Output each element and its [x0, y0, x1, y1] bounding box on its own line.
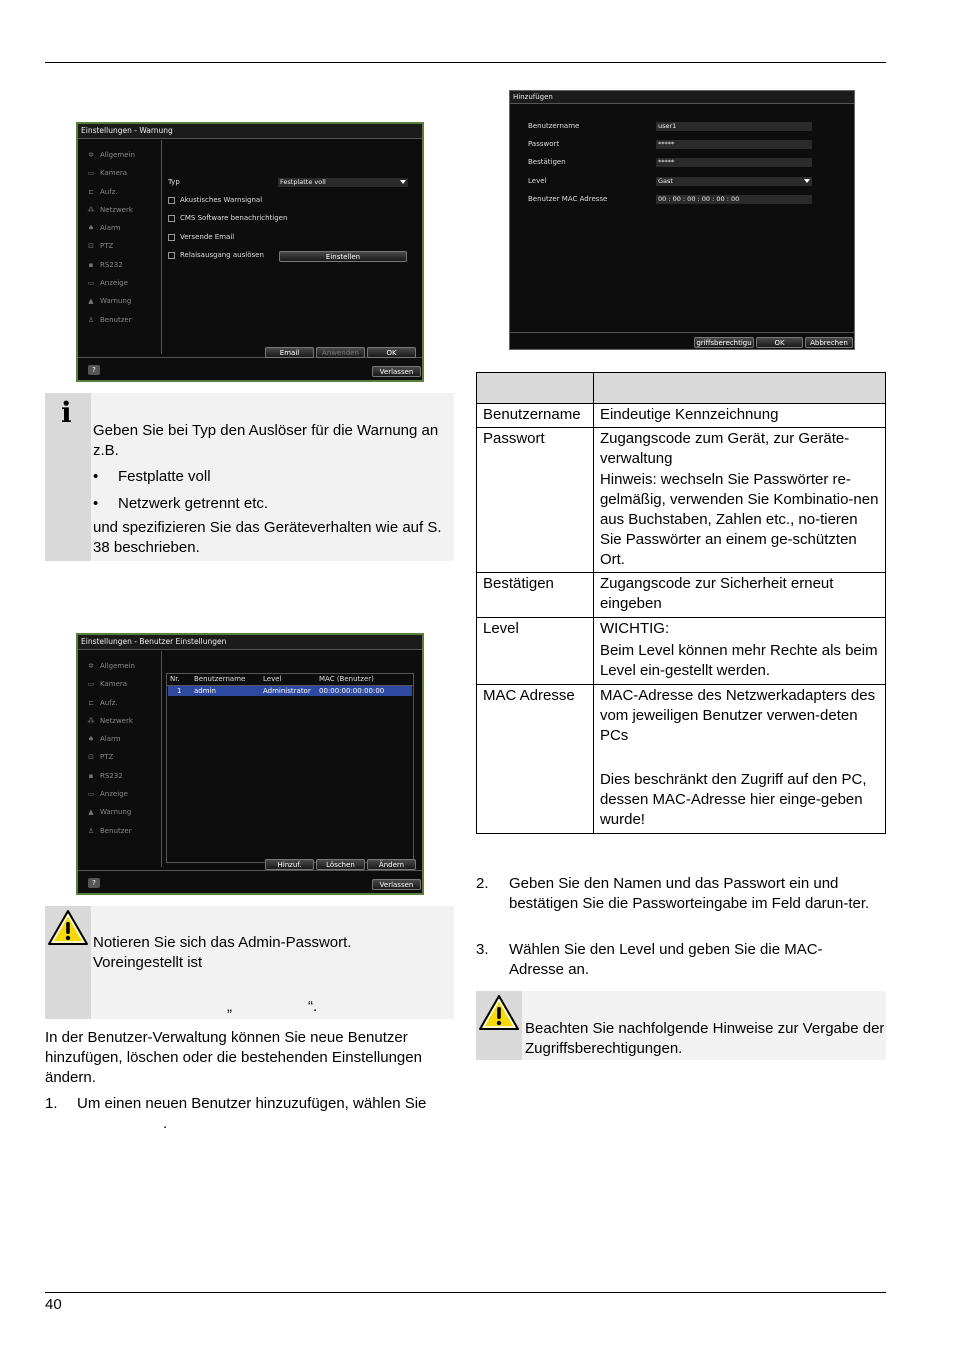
step-3-number: 3. [476, 941, 489, 958]
level-dropdown[interactable]: Gast [656, 177, 812, 186]
checkbox-cms[interactable]: CMS Software benachrichtigen [168, 214, 287, 222]
step-1-end: . [163, 1115, 168, 1132]
menu-item-aufz[interactable]: ⊏ Aufz. [86, 183, 135, 201]
menu-item-ptz[interactable]: ⊡ PTZ [86, 237, 135, 255]
menu-item-allgemein[interactable]: ✲ Allgemein [86, 657, 135, 675]
info-box-icon-column [45, 393, 91, 561]
menu-item-ptz[interactable]: ⊡ PTZ [86, 748, 135, 766]
row-nr: 1 [177, 687, 182, 695]
display-icon: ▭ [87, 790, 95, 799]
desc-cell [593, 428, 885, 573]
warning-icon: ▲ [88, 297, 94, 306]
network-icon: ⁂ [87, 716, 95, 725]
table-row [477, 573, 886, 618]
menu-item-alarm[interactable]: ♠ Alarm [86, 219, 135, 237]
aendern-button[interactable]: Ändern [367, 859, 416, 870]
user-table [166, 673, 414, 863]
warning-box-admin-text [93, 933, 451, 973]
warning-box-access-text: Beachten Sie nachfolgende Hinweise zur Vergabe der Zugriffsberechtigungen. [525, 1020, 885, 1057]
gear-icon: ✲ [88, 662, 94, 670]
menu-item-anzeige[interactable]: ▭ Anzeige [86, 274, 135, 292]
field-label-mac: Benutzer MAC Adresse [528, 195, 608, 203]
menu-item-alarm[interactable]: ♠ Alarm [86, 730, 135, 748]
info-box-text [93, 421, 451, 558]
mac-address-input[interactable]: 00 : 00 : 00 : 00 : 00 : 00 [656, 195, 812, 204]
checkbox-acoustic[interactable]: Akustisches Warnsignal [168, 196, 262, 204]
table-row [477, 404, 886, 428]
menu-divider [161, 651, 162, 867]
menu-divider [161, 140, 162, 354]
warning-triangle-icon [47, 909, 89, 947]
warning-line-1: Notieren Sie sich das Admin-Passwort. [93, 934, 352, 951]
info-outro: und spezifizieren Sie das Geräteverhalten wie auf S. 38 beschrieben. [93, 519, 442, 556]
desc-para: Hinweis: wechseln Sie Passwörter re-gelmäßig, verwenden Sie Kombinatio-nen aus Buchstaben, Zahlen etc., no-tieren Sie Passwörter an einem ge-schützten Ort. [599, 471, 879, 568]
password-input[interactable]: ***** [656, 140, 812, 149]
footer-divider [78, 870, 422, 871]
table-header [477, 373, 886, 404]
camera-icon: ▭ [87, 169, 95, 178]
menu-item-rs232[interactable]: ▪ RS232 [86, 767, 135, 785]
warning-icon: ▲ [88, 808, 94, 817]
user-icon: ♙ [87, 826, 95, 835]
menu-item-benutzer[interactable]: ♙ Benutzer [86, 822, 135, 840]
chevron-down-icon [400, 180, 406, 184]
table-row [477, 428, 886, 573]
footer-rule [45, 1292, 886, 1293]
access-rights-button[interactable]: griffsberechtigu [694, 337, 754, 348]
warning-screen-title: Einstellungen - Warnung [78, 124, 422, 139]
anwenden-button[interactable]: Anwenden [316, 347, 365, 358]
step-2-text: Geben Sie den Namen und das Passwort ein und bestätigen Sie die Passworteingabe im Feld darun-ter. [509, 875, 870, 912]
table-row [477, 685, 886, 834]
step-1-number: 1. [45, 1095, 58, 1112]
field-label-password: Passwort [528, 140, 560, 148]
display-icon: ▭ [87, 279, 95, 288]
desc-para: Beim Level können mehr Rechte als beim Level ein-gestellt werden. [599, 642, 878, 679]
checkbox-icon [168, 215, 175, 222]
step-1-text: Um einen neuen Benutzer hinzuzufügen, wählen Sie [77, 1095, 427, 1112]
col-level: Level [263, 675, 282, 683]
warning-box-access [476, 991, 886, 1060]
footer-divider [510, 332, 854, 333]
hinzufuegen-button[interactable]: Hinzuf. [265, 859, 314, 870]
einstellen-button[interactable]: Einstellen [279, 251, 407, 262]
menu-item-benutzer[interactable]: ♙ Benutzer [86, 311, 135, 329]
term-cell: Bestätigen [477, 573, 594, 618]
abbrechen-button[interactable]: Abbrechen [805, 337, 853, 348]
term-cell: MAC Adresse [477, 685, 594, 834]
desc-cell: Zugangscode zur Sicherheit erneut eingeben [593, 573, 885, 618]
page-number: 40 [45, 1296, 62, 1313]
username-input[interactable]: user1 [656, 122, 812, 131]
camera-icon: ▭ [87, 680, 95, 689]
table-row[interactable] [168, 686, 412, 696]
field-description-table [476, 372, 886, 834]
ptz-icon: ⊡ [88, 753, 94, 762]
record-icon: ⊏ [88, 698, 94, 707]
confirm-password-input[interactable]: ***** [656, 158, 812, 167]
user-screen-menu [86, 657, 135, 840]
header-rule [45, 62, 886, 63]
col-username: Benutzername [194, 675, 246, 683]
row-name: admin [194, 687, 216, 695]
warning-screen-menu [86, 146, 135, 329]
warning-box-icon-column [476, 991, 522, 1060]
menu-item-kamera[interactable]: ▭ Kamera [86, 164, 135, 182]
network-icon: ⁂ [87, 205, 95, 214]
term-cell: Benutzername [477, 404, 594, 428]
menu-item-rs232[interactable]: ▪ RS232 [86, 256, 135, 274]
warning-box-icon-column [45, 906, 91, 1019]
desc-para: Dies beschränkt den Zugriff auf den PC, dessen MAC-Adresse hier einge-geben wurde! [599, 771, 867, 828]
term-cell: Level [477, 618, 594, 685]
gear-icon: ✲ [88, 151, 94, 159]
type-label: Typ [168, 178, 180, 186]
menu-item-anzeige[interactable]: ▭ Anzeige [86, 785, 135, 803]
warning-box-admin [45, 906, 454, 1019]
info-box [45, 393, 454, 561]
intro-paragraph: In der Benutzer-Verwaltung können Sie neue Benutzer hinzufügen, löschen oder die bestehenden Einstellungen ändern. [45, 1029, 422, 1086]
field-label-confirm: Bestätigen [528, 158, 566, 166]
term-cell: Passwort [477, 428, 594, 573]
rs232-icon: ▪ [88, 260, 94, 269]
user-icon: ♙ [87, 315, 95, 324]
add-screen-title: Hinzufügen [510, 91, 854, 104]
desc-cell: Eindeutige Kennzeichnung [593, 404, 885, 428]
desc-para: MAC-Adresse des Netzwerkadapters des vom jeweiligen Benutzer verwen-deten PCs [599, 687, 876, 744]
desc-cell [593, 685, 885, 834]
warning-triangle-icon [478, 994, 520, 1032]
desc-para: WICHTIG: [599, 620, 670, 637]
checkbox-icon [168, 234, 175, 241]
alarm-icon: ♠ [87, 735, 95, 744]
warning-line-2: Voreingestellt ist [93, 954, 203, 971]
row-level: Administrator [263, 687, 311, 695]
loeschen-button[interactable]: Löschen [316, 859, 365, 870]
email-button[interactable]: Email [265, 347, 314, 358]
checkbox-icon [168, 252, 175, 259]
warning-settings-screenshot [76, 122, 424, 382]
ok-button[interactable]: OK [367, 347, 416, 358]
info-intro: Geben Sie bei Typ den Auslöser für die Warnung an z.B. [93, 422, 439, 459]
rs232-icon: ▪ [88, 771, 94, 780]
quote-open: „ [227, 998, 232, 1015]
quote-close: “. [308, 998, 318, 1015]
user-screen-title: Einstellungen - Benutzer Einstellungen [78, 635, 422, 650]
col-mac: MAC (Benutzer) [319, 675, 374, 683]
step-3-text: Wählen Sie den Level und geben Sie die MAC-Adresse an. [509, 941, 823, 978]
verlassen-button[interactable]: Verlassen [372, 879, 421, 890]
type-dropdown[interactable]: Festplatte voll [278, 178, 408, 187]
checkbox-relay[interactable]: Relaisausgang auslösen [168, 251, 264, 259]
menu-item-warnung[interactable]: ▲ Warnung [86, 292, 135, 310]
menu-item-netzwerk[interactable]: ⁂ Netzwerk [86, 712, 135, 730]
menu-item-allgemein[interactable]: ✲ Allgemein [86, 146, 135, 164]
alarm-icon: ♠ [87, 224, 95, 233]
info-bullet-2: • Netzwerk getrennt etc. [93, 494, 451, 514]
checkbox-icon [168, 197, 175, 204]
record-icon: ⊏ [88, 187, 94, 196]
checkbox-email[interactable]: Versende Email [168, 233, 234, 241]
menu-item-aufz[interactable]: ⊏ Aufz. [86, 694, 135, 712]
table-row [477, 618, 886, 685]
help-icon[interactable]: ? [88, 365, 100, 375]
add-user-screenshot [509, 90, 855, 350]
verlassen-button[interactable]: Verlassen [372, 366, 421, 377]
info-bullet-1: • Festplatte voll [93, 467, 451, 487]
table-header-desc [593, 373, 885, 404]
col-nr: Nr. [170, 675, 180, 683]
menu-item-warnung[interactable]: ▲ Warnung [86, 803, 135, 821]
table-header-term [477, 373, 594, 404]
field-label-username: Benutzername [528, 122, 580, 130]
help-icon[interactable]: ? [88, 878, 100, 888]
desc-cell [593, 618, 885, 685]
menu-item-kamera[interactable]: ▭ Kamera [86, 675, 135, 693]
desc-para: Zugangscode zum Gerät, zur Geräte-verwaltung [599, 430, 850, 467]
row-mac: 00:00:00:00:00:00 [319, 687, 385, 695]
ptz-icon: ⊡ [88, 242, 94, 251]
menu-item-netzwerk[interactable]: ⁂ Netzwerk [86, 201, 135, 219]
user-table-header [167, 674, 413, 686]
info-icon: i [61, 396, 72, 429]
step-2-number: 2. [476, 875, 489, 892]
chevron-down-icon [804, 179, 810, 183]
ok-button[interactable]: OK [756, 337, 803, 348]
field-label-level: Level [528, 177, 547, 185]
user-settings-screenshot [76, 633, 424, 895]
